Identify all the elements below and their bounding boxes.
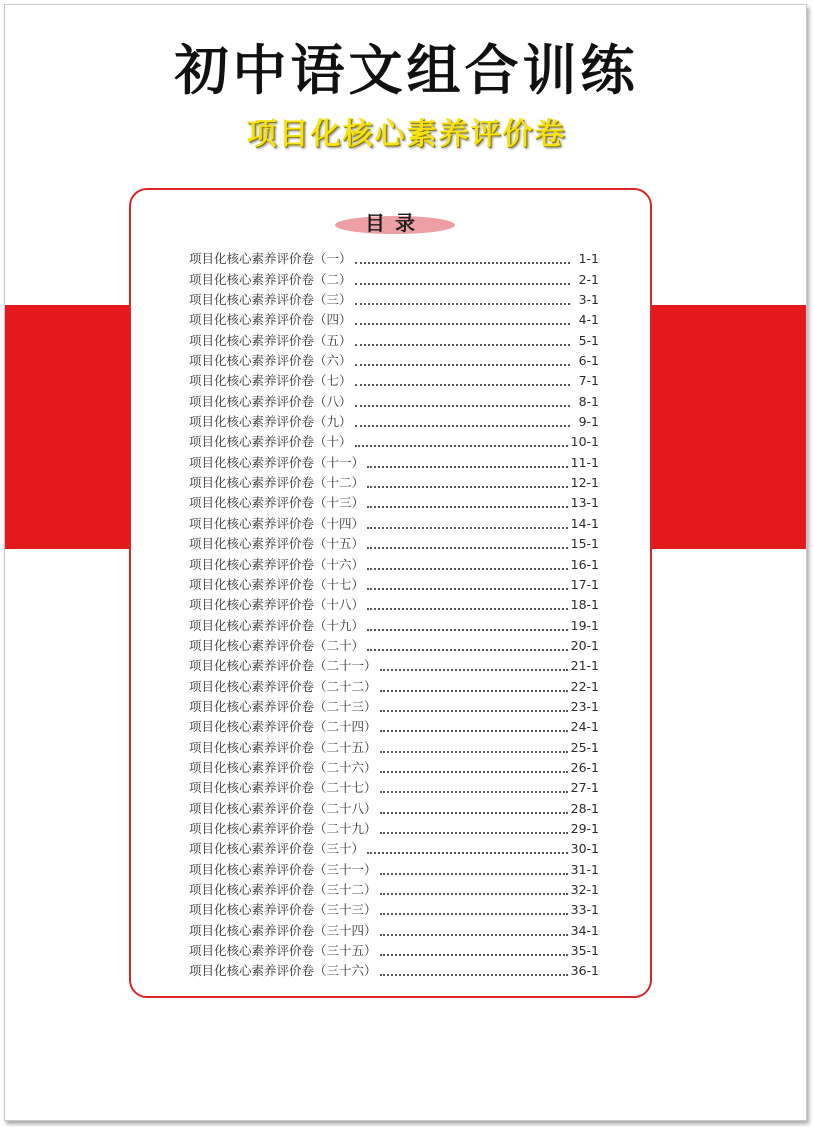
toc-entry[interactable] [189, 777, 599, 797]
toc-dot-leader [355, 323, 570, 325]
toc-dot-leader [380, 690, 568, 692]
toc-dot-leader [380, 669, 568, 671]
toc-entry[interactable] [189, 309, 599, 329]
toc-entry[interactable] [189, 858, 599, 878]
toc-entry-label: 项目化核心素养评价卷（十八） [189, 597, 365, 613]
toc-entry[interactable] [189, 248, 599, 268]
toc-entry[interactable] [189, 757, 599, 777]
toc-dot-leader [367, 466, 568, 468]
toc-dot-leader [367, 852, 568, 854]
toc-entry-label: 项目化核心素养评价卷（二十一） [189, 658, 377, 674]
toc-dot-leader [355, 405, 570, 407]
toc-entry[interactable] [189, 431, 599, 451]
toc-entry-page: 6-1 [578, 353, 599, 369]
toc-dot-leader [380, 832, 568, 834]
toc-entry-label: 项目化核心素养评价卷（二十五） [189, 739, 377, 755]
toc-entry-label: 项目化核心素养评价卷（十六） [189, 556, 365, 572]
toc-entry-label: 项目化核心素养评价卷（十五） [189, 536, 365, 552]
toc-dot-leader [380, 751, 568, 753]
toc-entry[interactable] [189, 614, 599, 634]
toc-entry[interactable] [189, 390, 599, 410]
toc-dot-leader [367, 649, 568, 651]
toc-entry-label: 项目化核心素养评价卷（十九） [189, 617, 365, 633]
toc-dot-leader [355, 262, 570, 264]
toc-dot-leader [355, 364, 570, 366]
toc-entry-page: 31-1 [570, 861, 599, 877]
toc-entry-label: 项目化核心素养评价卷（三十一） [189, 861, 377, 877]
toc-entry-page: 15-1 [570, 536, 599, 552]
toc-entry-label: 项目化核心素养评价卷（七） [189, 373, 352, 389]
toc-dot-leader [367, 608, 568, 610]
toc-entry-page: 28-1 [570, 800, 599, 816]
toc-dot-leader [367, 588, 568, 590]
toc-entry[interactable] [189, 940, 599, 960]
toc-entry[interactable] [189, 512, 599, 532]
toc-entry-label: 项目化核心素养评价卷（三十六） [189, 963, 377, 979]
toc-entry-label: 项目化核心素养评价卷（二十二） [189, 678, 377, 694]
toc-entry-label: 项目化核心素养评价卷（六） [189, 353, 352, 369]
toc-entry-label: 项目化核心素养评价卷（一） [189, 251, 352, 267]
toc-entry-page: 19-1 [570, 617, 599, 633]
toc-entry-label: 项目化核心素养评价卷（二十六） [189, 759, 377, 775]
toc-dot-leader [367, 486, 568, 488]
toc-dot-leader [367, 527, 568, 529]
toc-entry-page: 24-1 [570, 719, 599, 735]
toc-entry-label: 项目化核心素养评价卷（十四） [189, 515, 365, 531]
toc-dot-leader [380, 812, 568, 814]
toc-entry-label: 项目化核心素养评价卷（三十） [189, 841, 365, 857]
document-page [4, 4, 807, 1121]
toc-entry-page: 20-1 [570, 637, 599, 653]
toc-entry-label: 项目化核心素养评价卷（十三） [189, 495, 365, 511]
toc-dot-leader [367, 506, 568, 508]
toc-dot-leader [380, 934, 568, 936]
toc-list [189, 248, 599, 980]
toc-entry-label: 项目化核心素养评价卷（二十四） [189, 719, 377, 735]
toc-entry-label: 项目化核心素养评价卷（三十二） [189, 882, 377, 897]
toc-entry-label: 项目化核心素养评价卷（三十四） [189, 922, 377, 938]
toc-entry-page: 13-1 [570, 495, 599, 511]
toc-heading-block [335, 208, 455, 238]
toc-entry[interactable] [189, 329, 599, 349]
toc-entry-page: 12-1 [570, 475, 599, 491]
toc-dot-leader [367, 547, 568, 549]
toc-entry[interactable] [189, 879, 599, 899]
toc-entry-page: 11-1 [570, 454, 599, 470]
toc-entry-page: 27-1 [570, 780, 599, 796]
toc-entry-page: 1-1 [578, 251, 599, 267]
toc-entry-page: 29-1 [570, 820, 599, 836]
toc-entry-page: 30-1 [570, 841, 599, 857]
toc-entry-label: 项目化核心素养评价卷（二十八） [189, 800, 377, 816]
toc-entry[interactable] [189, 268, 599, 288]
toc-entry[interactable] [189, 533, 599, 553]
toc-entry[interactable] [189, 411, 599, 431]
toc-entry-label: 项目化核心素养评价卷（二） [189, 271, 352, 287]
toc-entry[interactable] [189, 289, 599, 309]
toc-entry-label: 项目化核心素养评价卷（十） [189, 434, 352, 450]
toc-dot-leader [380, 913, 568, 915]
toc-entry-label: 项目化核心素养评价卷（四） [189, 312, 352, 328]
toc-entry[interactable] [189, 899, 599, 919]
toc-entry-label: 项目化核心素养评价卷（五） [189, 332, 352, 348]
toc-dot-leader [380, 730, 568, 732]
toc-entry[interactable] [189, 553, 599, 573]
toc-entry[interactable] [189, 655, 599, 675]
book-title: 初中语文组合训练 [174, 38, 639, 102]
toc-entry-page: 16-1 [570, 556, 599, 572]
toc-dot-leader [355, 445, 568, 447]
toc-dot-leader [367, 629, 568, 631]
toc-entry-page: 36-1 [570, 963, 599, 979]
toc-entry-page: 7-1 [578, 373, 599, 389]
toc-dot-leader [380, 710, 568, 712]
toc-entry-label: 项目化核心素养评价卷（三十三） [189, 902, 377, 918]
toc-dot-leader [380, 893, 568, 895]
toc-entry-page: 35-1 [570, 943, 599, 959]
toc-entry-label: 项目化核心素养评价卷（二十） [189, 637, 365, 653]
toc-entry-page: 22-1 [570, 678, 599, 694]
toc-entry-label: 项目化核心素养评价卷（三） [189, 292, 352, 308]
toc-entry-label: 项目化核心素养评价卷（二十九） [189, 820, 377, 836]
toc-heading: 目录 [365, 211, 425, 235]
toc-dot-leader [355, 344, 570, 346]
toc-entry[interactable] [189, 635, 599, 655]
toc-entry-page: 17-1 [570, 576, 599, 592]
book-subtitle: 项目化核心素养评价卷 [246, 117, 567, 152]
toc-entry-page: 4-1 [578, 312, 599, 328]
toc-entry[interactable] [189, 960, 599, 980]
toc-dot-leader [380, 873, 568, 875]
toc-entry-label: 项目化核心素养评价卷（二十七） [189, 780, 377, 796]
toc-entry-label: 项目化核心素养评价卷（九） [189, 414, 352, 430]
toc-entry-page: 32-1 [570, 882, 599, 897]
toc-entry[interactable] [189, 574, 599, 594]
toc-entry-label: 项目化核心素养评价卷（十七） [189, 576, 365, 592]
toc-entry-label: 项目化核心素养评价卷（二十三） [189, 698, 377, 714]
toc-dot-leader [367, 568, 568, 570]
toc-entry[interactable] [189, 696, 599, 716]
toc-entry-label: 项目化核心素养评价卷（八） [189, 393, 352, 409]
toc-dot-leader [355, 425, 570, 427]
toc-entry[interactable] [189, 492, 599, 512]
toc-entry-page: 33-1 [570, 902, 599, 918]
toc-entry-page: 26-1 [570, 759, 599, 775]
toc-dot-leader [380, 974, 568, 976]
toc-dot-leader [355, 283, 570, 285]
toc-entry-page: 9-1 [578, 414, 599, 430]
toc-dot-leader [355, 384, 570, 386]
toc-dot-leader [355, 303, 570, 305]
toc-entry[interactable] [189, 350, 599, 370]
toc-entry[interactable] [189, 451, 599, 471]
toc-entry[interactable] [189, 472, 599, 492]
toc-entry-label: 项目化核心素养评价卷（十一） [189, 454, 365, 470]
toc-entry[interactable] [189, 675, 599, 695]
toc-entry-page: 2-1 [578, 271, 599, 287]
toc-entry[interactable] [189, 370, 599, 390]
toc-entry[interactable] [189, 736, 599, 756]
toc-entry[interactable] [189, 838, 599, 858]
toc-entry-label: 项目化核心素养评价卷（十二） [189, 475, 365, 491]
toc-entry-label: 项目化核心素养评价卷（三十五） [189, 943, 377, 959]
toc-entry-page: 21-1 [570, 658, 599, 674]
toc-entry-page: 23-1 [570, 698, 599, 714]
toc-dot-leader [380, 771, 568, 773]
toc-entry[interactable] [189, 919, 599, 939]
toc-entry[interactable] [189, 818, 599, 838]
toc-dot-leader [380, 791, 568, 793]
toc-entry-page: 10-1 [570, 434, 599, 450]
table-of-contents [129, 188, 652, 998]
toc-dot-leader [380, 954, 568, 956]
toc-entry[interactable] [189, 594, 599, 614]
toc-entry-page: 14-1 [570, 515, 599, 531]
toc-entry[interactable] [189, 716, 599, 736]
toc-entry-page: 5-1 [578, 332, 599, 348]
toc-entry-page: 8-1 [578, 393, 599, 409]
toc-entry-page: 18-1 [570, 597, 599, 613]
toc-entry-page: 25-1 [570, 739, 599, 755]
toc-entry[interactable] [189, 797, 599, 817]
toc-entry-page: 3-1 [578, 292, 599, 308]
toc-entry-page: 34-1 [570, 922, 599, 938]
